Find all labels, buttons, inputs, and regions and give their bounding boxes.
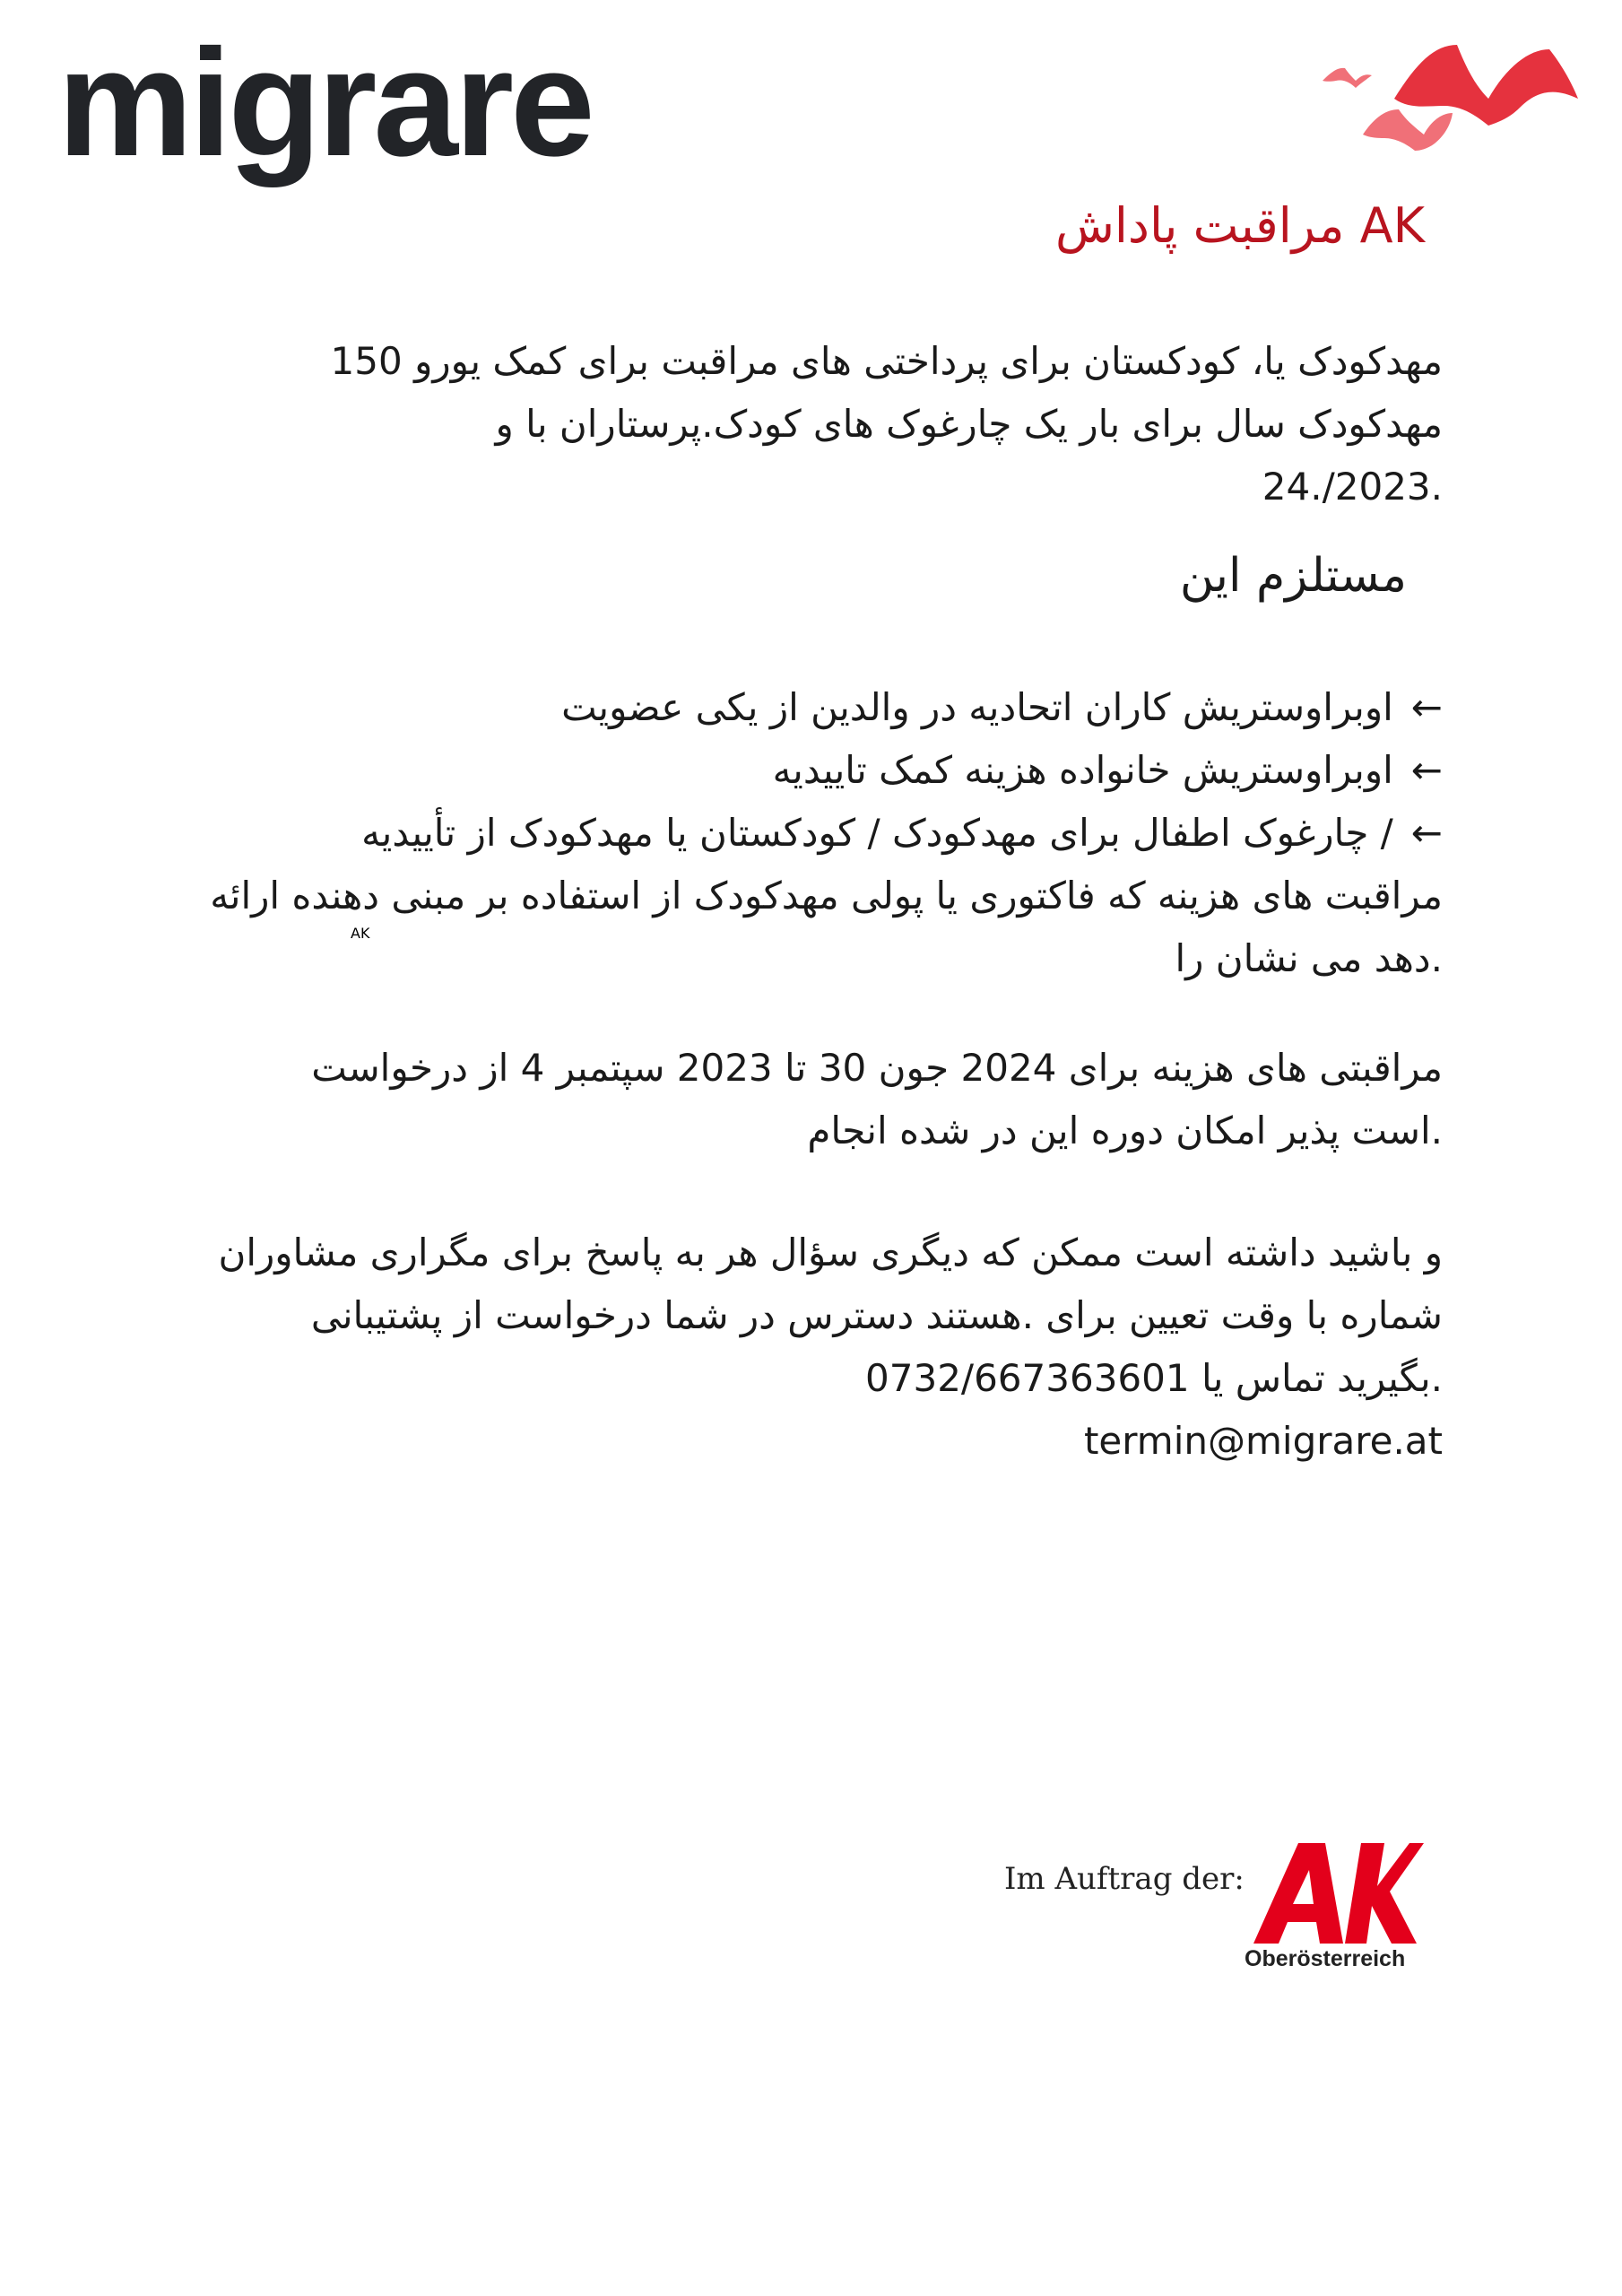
intro-paragraph [187, 330, 1443, 518]
requirement-text: / چارغوک اطفال برای مهدکودک / کودکستان یا مهدکودک از تأییدیه [361, 811, 1393, 855]
large-bird-icon [1394, 45, 1578, 126]
migrare-logo: migrare [57, 18, 592, 188]
contact-line-1: و باشید داشته است ممکن که دیگری سؤال هر به پاسخ برای مگراری مشاوران [218, 1231, 1443, 1274]
left-arrow-icon: ← [1410, 811, 1443, 855]
requirements-list [187, 676, 1443, 990]
intro-line-1: مهدکودک یا، کودکستان برای پرداختی های مراقبت برای کمک یورو 150 [330, 339, 1443, 383]
validity-line-2: .است پذیر امکان دوره این در شده انجام [807, 1109, 1443, 1152]
requirement-continuation: .دهد می نشان را [1175, 936, 1443, 980]
commissioned-by-label: Im Auftrag der: [1004, 1861, 1245, 1897]
requirement-text: اوبراوستریش کاران اتحادیه در والدین از یکی عضویت [561, 685, 1393, 729]
contact-line-2: شماره با وقت تعیین برای .هستند دسترس در شما درخواست از پشتیبانی [310, 1293, 1443, 1337]
validity-paragraph [187, 1037, 1443, 1162]
requirement-text: اوبراوستریش خانواده هزینه کمک تاییدیه [772, 748, 1393, 792]
document-title: AK مراقبت پاداش [1055, 197, 1425, 254]
birds-logo-icon [1309, 36, 1578, 161]
requirement-continuation: مراقبت های هزینه که فاکتوری یا پولی مهدکودک از استفاده بر مبنی دهنده ارائه [210, 874, 1443, 918]
contact-email[interactable]: termin@migrare.at [1083, 1419, 1443, 1463]
lower-bird-icon [1363, 109, 1453, 151]
requirements-heading: مستلزم این [1179, 549, 1407, 603]
requirement-item [187, 739, 1443, 802]
requirement-item [187, 802, 1443, 865]
contact-paragraph [187, 1222, 1443, 1473]
contact-phone-line: .بگیرید تماس یا 0732/667363601 [865, 1356, 1443, 1400]
ak-region-label: Oberösterreich [1245, 1946, 1406, 1971]
left-arrow-icon: ← [1410, 748, 1443, 792]
small-bird-icon [1323, 68, 1372, 88]
ak-letters-text: AK [351, 925, 370, 942]
left-arrow-icon: ← [1410, 685, 1443, 729]
requirement-item [187, 676, 1443, 739]
validity-line-1: مراقبتی های هزینه برای 2024 جون 30 تا 2023 سپتمبر 4 از درخواست [311, 1046, 1443, 1090]
intro-line-2: مهدکودک سال برای بار یک چارغوک های کودک.پرستاران با و [495, 402, 1443, 446]
intro-line-3: .2023/.24 [1262, 465, 1443, 509]
